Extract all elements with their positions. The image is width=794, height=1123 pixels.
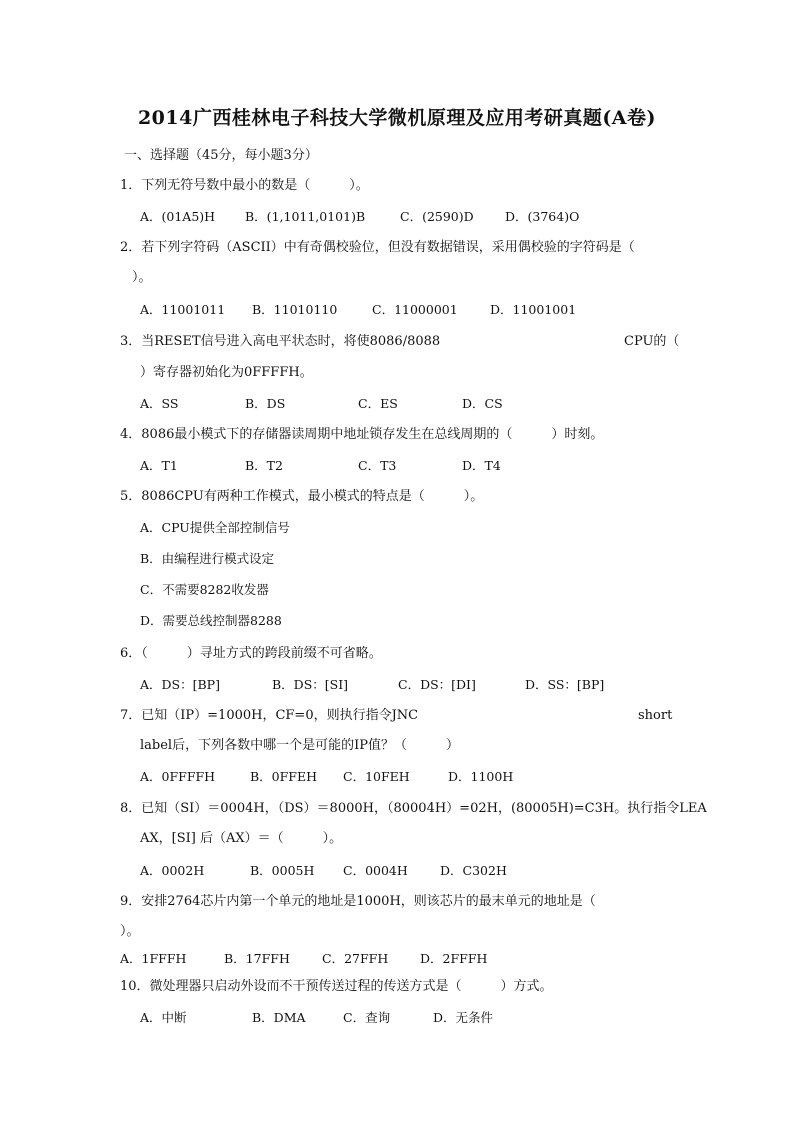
question-1-option-d: D．(3764)O [505, 209, 580, 224]
question-7-option-a: A．0FFFFH [140, 769, 216, 784]
question-9-stem-line2: ）。 [120, 924, 140, 939]
question-10-option-a: A．中断 [140, 1010, 187, 1025]
question-8-stem-line2: AX，[SI] 后（AX）＝（ ）。 [140, 831, 343, 846]
question-3-option-d: D．CS [462, 396, 503, 411]
question-2-stem-line2: ）。 [132, 270, 152, 285]
question-4-option-b: B．T2 [245, 458, 283, 473]
question-2-option-d: D．11001001 [490, 302, 577, 317]
question-1-stem: 1．下列无符号数中最小的数是（ ）。 [120, 178, 369, 193]
question-4-option-c: C．T3 [358, 458, 397, 473]
question-7-option-b: B．0FFEH [250, 769, 318, 784]
question-5-option-c: C．不需要8282收发器 [140, 582, 269, 597]
question-5-stem: 5．8086CPU有两种工作模式，最小模式的特点是（ ）。 [120, 489, 484, 504]
question-2-option-c: C．11000001 [372, 302, 458, 317]
question-1-option-c: C．(2590)D [400, 209, 474, 224]
section-heading: 一、选择题（45分，每小题3分） [124, 148, 318, 163]
question-8-stem-line1: 8．已知（SI）＝0004H，（DS）＝8000H，（80004H）=02H，(80005H)=C3H。执行指令LEA [120, 801, 707, 816]
question-8-option-d: D．C302H [440, 863, 507, 878]
question-9-option-d: D．2FFFH [420, 951, 488, 966]
question-6-option-c: C．DS：[DI] [398, 677, 476, 692]
question-6-stem: 6．（ ）寻址方式的跨段前缀不可省略。 [120, 646, 382, 661]
question-3-stem-line1-right: CPU的（ [624, 334, 680, 349]
question-5-option-d: D．需要总线控制器8288 [140, 613, 282, 628]
question-1-option-a: A．(01A5)H [140, 209, 216, 224]
question-7-stem-line1-right: short [638, 708, 673, 723]
question-4-stem: 4．8086最小模式下的存储器读周期中地址锁存发生在总线周期的（ ）时刻。 [120, 427, 604, 442]
question-8-option-c: C．0004H [343, 863, 408, 878]
question-7-option-c: C．10FEH [343, 769, 410, 784]
question-2-stem-line1: 2．若下列字符码（ASCII）中有奇偶校验位，但没有数据错误，采用偶校验的字符码是（ [120, 240, 635, 255]
page-title: 2014广西桂林电子科技大学微机原理及应用考研真题(A卷) [137, 107, 657, 129]
question-1-option-b: B．(1,1011,0101)B [245, 209, 366, 224]
question-3-stem-line2: ）寄存器初始化为0FFFFH。 [140, 365, 313, 380]
question-9-stem-line1: 9．安排2764芯片内第一个单元的地址是1000H，则该芯片的最末单元的地址是（ [120, 894, 596, 909]
question-2-option-a: A．11001011 [140, 302, 226, 317]
question-5-option-b: B．由编程进行模式设定 [140, 551, 275, 566]
question-3-option-c: C．ES [358, 396, 398, 411]
question-5-option-a: A．CPU提供全部控制信号 [140, 520, 290, 535]
question-7-option-d: D．1100H [448, 769, 514, 784]
question-8-option-b: B．0005H [250, 863, 315, 878]
question-3-stem-line1-left: 3．当RESET信号进入高电平状态时，将使8086/8088 [120, 334, 441, 349]
question-10-option-d: D．无条件 [433, 1010, 494, 1025]
question-9-option-a: A．1FFFH [120, 951, 187, 966]
question-10-stem: 10．微处理器只启动外设而不干预传送过程的传送方式是（ ）方式。 [120, 979, 553, 994]
question-7-stem-line1-left: 7．已知（IP）=1000H，CF=0，则执行指令JNC [120, 708, 419, 723]
question-3-option-b: B．DS [245, 396, 286, 411]
question-3-option-a: A．SS [140, 396, 179, 411]
question-6-option-d: D．SS：[BP] [525, 677, 605, 692]
question-7-stem-line2: label后，下列各数中哪一个是可能的IP值？（ ） [140, 738, 459, 753]
question-6-option-a: A．DS：[BP] [140, 677, 220, 692]
question-4-option-d: D．T4 [462, 458, 501, 473]
question-4-option-a: A．T1 [140, 458, 178, 473]
question-9-option-c: C．27FFH [322, 951, 389, 966]
question-8-option-a: A．0002H [140, 863, 205, 878]
question-9-option-b: B．17FFH [224, 951, 290, 966]
question-6-option-b: B．DS：[SI] [272, 677, 349, 692]
question-10-option-c: C．查询 [343, 1010, 391, 1025]
question-10-option-b: B．DMA [252, 1010, 306, 1025]
question-2-option-b: B．11010110 [252, 302, 338, 317]
